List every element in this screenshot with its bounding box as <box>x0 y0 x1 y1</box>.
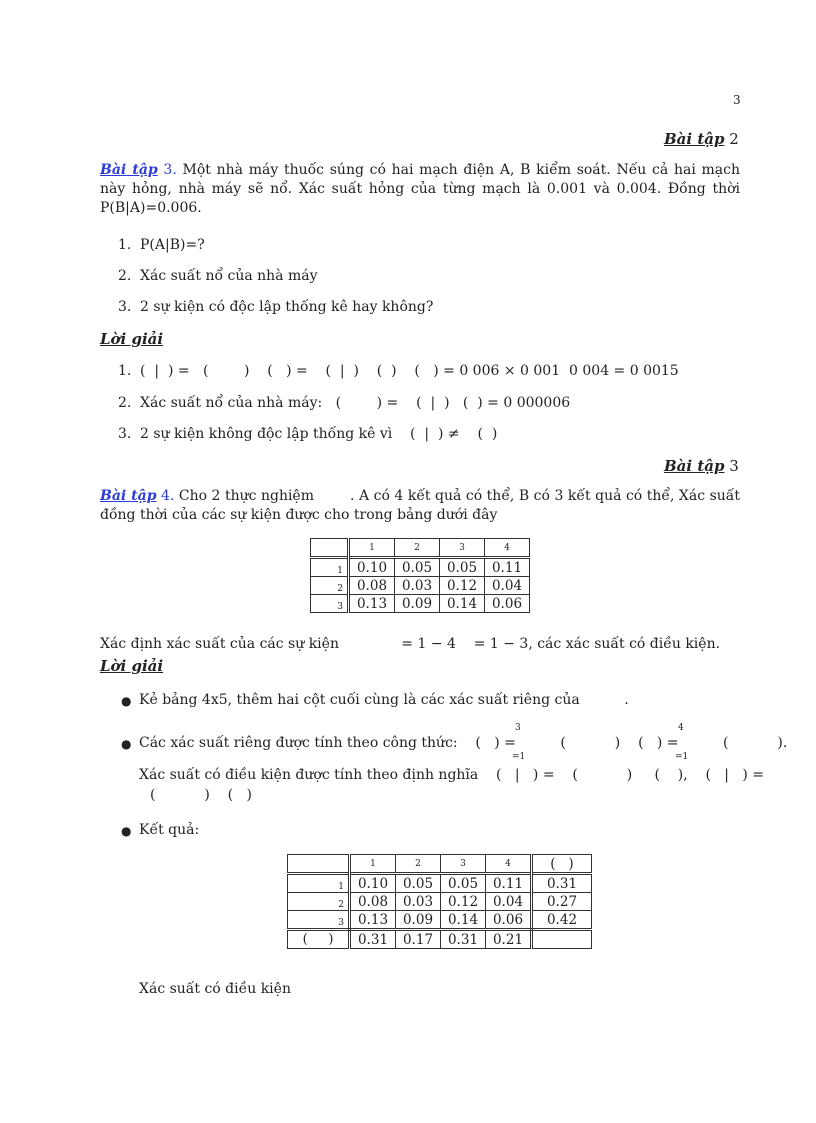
table-cell: 0.08 <box>350 893 396 911</box>
marginal-cell: 0.31 <box>532 874 592 893</box>
table-row <box>288 930 592 949</box>
exercise-3-statement <box>100 161 740 218</box>
column-header: 2 <box>396 855 441 874</box>
page-number: 3 <box>733 93 741 107</box>
determine-text: Xác định xác suất của các sự kiện = 1 − 4 = 1 − 3, các xác suất có điều kiện. <box>100 636 721 652</box>
table-row <box>288 874 592 893</box>
answer-1: 1. ( | ) = ( ) ( ) = ( | ) ( ) ( ) = 0 006 × 0 001 0 004 = 0 0015 <box>118 363 679 379</box>
table-cell: 0.09 <box>396 911 441 930</box>
table-cell: 0.06 <box>485 595 530 613</box>
table-cell: 0.06 <box>486 911 532 930</box>
table-cell: 0.05 <box>395 558 440 577</box>
exercise-3-link[interactable]: Bài tập <box>100 162 158 178</box>
row-header: 3 <box>288 911 350 930</box>
table-cell: 0.04 <box>485 577 530 595</box>
table-cell: 0.13 <box>350 911 396 930</box>
table-row <box>288 911 592 930</box>
exercise-4-link[interactable]: Bài tập <box>100 488 157 504</box>
table-cell: 0.03 <box>396 893 441 911</box>
table-cell: 0.12 <box>440 577 485 595</box>
table-cell: 0.05 <box>396 874 441 893</box>
marginal-cell: 0.17 <box>396 930 441 949</box>
joint-probability-table <box>310 538 530 613</box>
table-row <box>311 577 530 595</box>
table-corner <box>288 855 350 874</box>
empty-cell <box>532 930 592 949</box>
table-row <box>288 893 592 911</box>
solution-1-heading: Lời giải <box>100 330 164 348</box>
marginal-cell: 0.42 <box>532 911 592 930</box>
exercise-3-heading <box>664 457 739 475</box>
table-cell: 0.10 <box>349 558 395 577</box>
sum-2-lower: =1 <box>675 752 689 762</box>
marginal-cell: 0.31 <box>350 930 396 949</box>
answer-3: 3. 2 sự kiện không độc lập thống kê vì ( | ) ≠ ( ) <box>118 426 498 442</box>
row-header: 2 <box>311 577 349 595</box>
conditional-definition-cont: ( ) ( ) <box>150 787 252 803</box>
table-cell: 0.09 <box>395 595 440 613</box>
column-header: 3 <box>441 855 486 874</box>
question-3: 3. 2 sự kiện có độc lập thống kê hay không? <box>118 299 434 315</box>
exercise-4-statement <box>100 487 745 525</box>
table-corner <box>311 539 349 558</box>
table-cell: 0.08 <box>349 577 395 595</box>
row-header: ( ) <box>288 930 350 949</box>
table-cell: 0.11 <box>485 558 530 577</box>
answer-2: 2. Xác suất nổ của nhà máy: ( ) = ( | ) ( ) = 0 000006 <box>118 395 571 411</box>
bullet-text-1: Kẻ bảng 4x5, thêm hai cột cuối cùng là các xác suất riêng của . <box>139 692 629 708</box>
question-2: 2. Xác suất nổ của nhà máy <box>118 268 318 284</box>
column-header: 4 <box>485 539 530 558</box>
row-header: 1 <box>288 874 350 893</box>
marginal-cell: 0.31 <box>441 930 486 949</box>
row-header: 1 <box>311 558 349 577</box>
bullet-icon: ● <box>121 737 132 751</box>
exercise-3-number[interactable]: 3. <box>163 162 177 178</box>
table-cell: 0.14 <box>441 911 486 930</box>
row-header: 3 <box>311 595 349 613</box>
marginal-cell: 0.21 <box>486 930 532 949</box>
sum-2-upper: 4 <box>678 723 684 733</box>
solution-2-heading: Lời giải <box>100 657 164 675</box>
table-cell: 0.11 <box>486 874 532 893</box>
table-cell: 0.05 <box>440 558 485 577</box>
sum-1-lower: =1 <box>512 752 526 762</box>
exercise-number: 2 <box>729 130 739 148</box>
table-cell: 0.05 <box>441 874 486 893</box>
exercise-4-text: Cho 2 thực nghiệm . A có 4 kết quả có thể, B có 3 kết quả có thể, Xác suất đồng thời của các sự kiện được cho trong bảng dưới đây <box>100 488 745 523</box>
exercise-4-number[interactable]: 4. <box>161 488 175 504</box>
marginal-cell: 0.27 <box>532 893 592 911</box>
exercise-number: 3 <box>729 457 739 475</box>
bullet-icon: ● <box>121 694 132 708</box>
conditional-definition: Xác suất có điều kiện được tính theo định nghĩa ( | ) = ( ) ( ), ( | ) = <box>139 767 764 783</box>
table-cell: 0.14 <box>440 595 485 613</box>
marginal-header: ( ) <box>532 855 592 874</box>
exercise-3-text: Một nhà máy thuốc súng có hai mạch điện A, B kiểm soát. Nếu cả hai mạch này hỏng, nhà máy sẽ nổ. Xác suất hỏng của từng mạch là 0.001 và 0.004. Đồng thời P(B|A)=0.006. <box>100 162 740 216</box>
bullet-text-2: Các xác suất riêng được tính theo công thức: ( ) = ( ) ( ) = ( ). <box>139 735 788 751</box>
marginal-table <box>287 854 592 949</box>
row-header: 2 <box>288 893 350 911</box>
question-1: 1. P(A|B)=? <box>118 237 205 253</box>
column-header: 4 <box>486 855 532 874</box>
table-cell: 0.13 <box>349 595 395 613</box>
exercise-label: Bài tập <box>664 457 725 475</box>
column-header: 3 <box>440 539 485 558</box>
table-cell: 0.03 <box>395 577 440 595</box>
table-row <box>311 595 530 613</box>
sum-1-upper: 3 <box>515 723 521 733</box>
column-header: 1 <box>349 539 395 558</box>
exercise-2-heading <box>664 130 739 148</box>
table-row <box>311 558 530 577</box>
table-cell: 0.12 <box>441 893 486 911</box>
column-header: 2 <box>395 539 440 558</box>
table-cell: 0.10 <box>350 874 396 893</box>
exercise-label: Bài tập <box>664 130 725 148</box>
bullet-text-3: Kết quả: <box>139 822 200 838</box>
bullet-icon: ● <box>121 824 132 838</box>
column-header: 1 <box>350 855 396 874</box>
final-text: Xác suất có điều kiện <box>139 981 291 997</box>
table-cell: 0.04 <box>486 893 532 911</box>
